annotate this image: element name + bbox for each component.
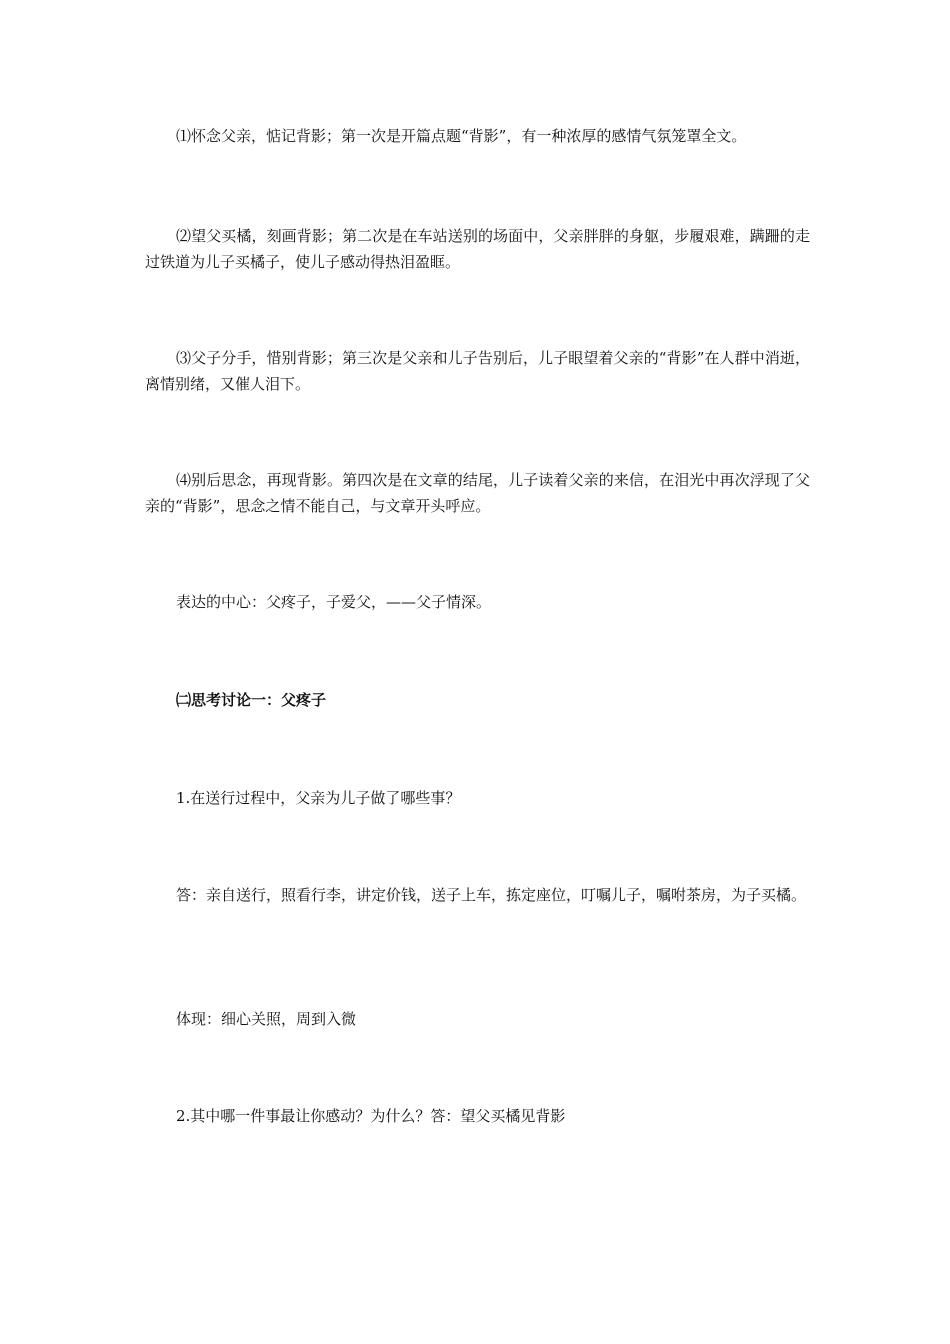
embodiment-paragraph: 体现：细心关照，周到入微 (176, 1010, 357, 1028)
section-heading: ㈡思考讨论一：父疼子 (176, 691, 327, 709)
paragraph-4: ⑷别后思念，再现背影。第四次是在文章的结尾，儿子读着父亲的来信，在泪光中再次浮现了父亲的“背影”，思念之情不能自己，与文章开头呼应。 (145, 471, 810, 515)
question-2: 2.其中哪一件事最让你感动？为什么？答：望父买橘见背影 (176, 1107, 566, 1125)
question-1: 1.在送行过程中，父亲为儿子做了哪些事？ (176, 789, 461, 807)
summary-paragraph: 表达的中心：父疼子，子爱父，——父子情深。 (176, 593, 492, 611)
paragraph-3: ⑶父子分手，惜别背影；第三次是父亲和儿子告别后，儿子眼望着父亲的“背影”在人群中消逝，离情别绪，又催人泪下。 (145, 349, 810, 393)
paragraph-2: ⑵望父买橘，刻画背影；第二次是在车站送别的场面中，父亲胖胖的身躯，步履艰难，蹒跚的走过铁道为儿子买橘子，使儿子感动得热泪盈眶。 (145, 227, 810, 271)
paragraph-1: ⑴怀念父亲，惦记背影；第一次是开篇点题“背影”，有一种浓厚的感情气氛笼罩全文。 (176, 127, 747, 145)
answer-1: 答：亲自送行，照看行李，讲定价钱，送子上车，拣定座位，叮嘱儿子，嘱咐茶房，为子买橘。 (176, 886, 807, 904)
